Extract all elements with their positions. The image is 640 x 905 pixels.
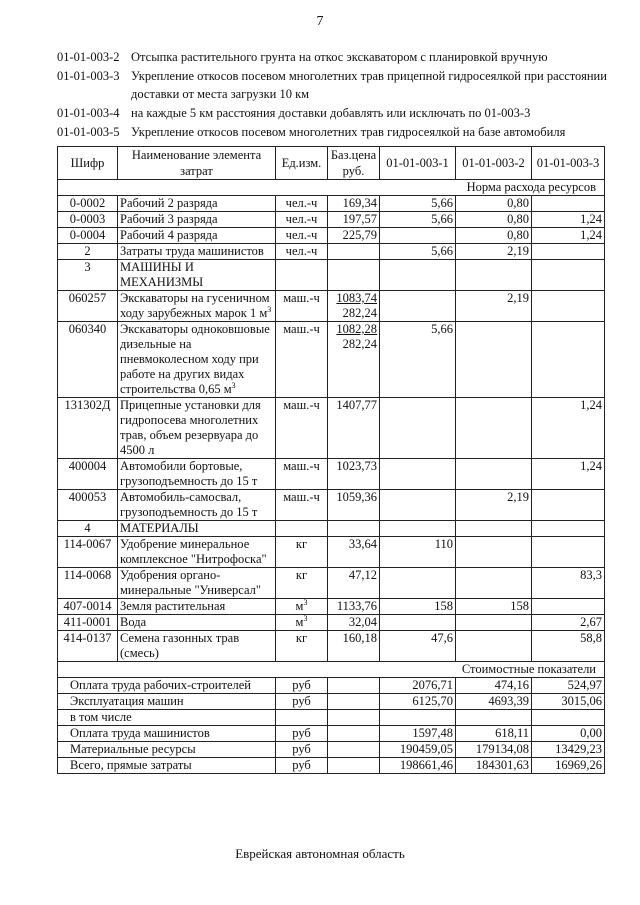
cell-price (328, 244, 380, 260)
cell-name-text: Прицепные установки для гидропосева многолетних трав, объем резервуара до 4500 л (120, 398, 261, 457)
code-text: Отсыпка растительного грунта на откос экскаватором с планировкой вручную (131, 50, 548, 64)
cell-norm-1: 5,66 (380, 212, 456, 228)
cell-price-main: 1023,73 (336, 459, 377, 473)
page-number: 7 (316, 14, 324, 29)
cell-cipher: 060340 (58, 322, 118, 398)
summary-value-3: 3015,06 (532, 694, 605, 710)
cell-norm-2 (456, 322, 532, 398)
cell-name-text: Удобрения органо-минеральные "Универсал" (120, 568, 262, 597)
cell-unit-text: кг (295, 631, 308, 645)
code-text: на каждые 5 км расстояния доставки добавлять или исключать по 01-003-3 (131, 106, 531, 120)
labor-row (58, 228, 605, 244)
material-row (58, 568, 605, 599)
cell-cipher: 411-0001 (58, 615, 118, 631)
cell-norm-3 (532, 490, 605, 521)
cell-name-text: Автомобили бортовые, грузоподъемность до 15 т (120, 459, 258, 488)
summary-unit: руб (276, 758, 328, 774)
cell-norm-3: 1,24 (532, 212, 605, 228)
cell-norm-1: 110 (380, 537, 456, 568)
summary-value-1 (380, 710, 456, 726)
cell-cipher: 131302Д (58, 398, 118, 459)
code-row (57, 48, 617, 66)
cell-price (328, 537, 380, 568)
cell-name (118, 322, 276, 398)
summary-unit: руб (276, 726, 328, 742)
cell-norm-3: 1,24 (532, 459, 605, 490)
cell-cipher: 060257 (58, 291, 118, 322)
cell-unit (276, 196, 328, 212)
empty-cell (328, 678, 380, 694)
cell-name-text: Удобрение минеральное комплексное "Нитрофоска" (120, 537, 267, 566)
code-text: Укрепление откосов посевом многолетних трав прицепной гидросеялкой при расстоянии доставки от места загрузки 10 км (131, 69, 607, 101)
cell-price (328, 490, 380, 521)
cell-norm-2 (456, 537, 532, 568)
code-row (57, 104, 617, 122)
cell-price (328, 631, 380, 662)
empty-cell (328, 694, 380, 710)
empty-cell (328, 710, 380, 726)
header-unit: Ед.изм. (276, 147, 328, 180)
cell-name (118, 244, 276, 260)
cell-norm-3: 1,24 (532, 398, 605, 459)
summary-value-2: 618,11 (456, 726, 532, 742)
cell-norm-1 (380, 615, 456, 631)
cell-cipher: 400053 (58, 490, 118, 521)
cell-cipher: 114-0068 (58, 568, 118, 599)
cell-cipher: 407-0014 (58, 599, 118, 615)
summary-row (58, 742, 605, 758)
cell-norm-2 (456, 568, 532, 599)
summary-value-1: 2076,71 (380, 678, 456, 694)
cell-name-sup: 3 (267, 304, 272, 314)
labor-row (58, 212, 605, 228)
code-id: 01-01-003-2 (57, 50, 120, 64)
cell-unit-text: маш.-ч (283, 459, 320, 473)
cell-name-text: Рабочий 3 разряда (120, 212, 218, 226)
cell-norm-3: 83,3 (532, 568, 605, 599)
resource-table (57, 146, 605, 774)
cell-norm-1: 5,66 (380, 196, 456, 212)
cell-name (118, 291, 276, 322)
cell-cipher: 400004 (58, 459, 118, 490)
machine-row (58, 398, 605, 459)
labor-row (58, 196, 605, 212)
summary-value-2: 184301,63 (456, 758, 532, 774)
empty-cell (456, 260, 532, 291)
summary-row (58, 694, 605, 710)
cell-norm-2 (456, 459, 532, 490)
cell-cipher: 0-0004 (58, 228, 118, 244)
cell-unit-sup: 3 (303, 597, 308, 607)
cell-price (328, 398, 380, 459)
header-base-price: Баз.цена руб. (328, 147, 380, 180)
cell-cipher: 2 (58, 244, 118, 260)
cell-norm-1: 47,6 (380, 631, 456, 662)
machine-row (58, 490, 605, 521)
cell-price (328, 459, 380, 490)
cell-norm-2: 158 (456, 599, 532, 615)
cell-name (118, 537, 276, 568)
cell-price-main: 1083,74 (336, 291, 377, 305)
cell-name-text: Автомобиль-самосвал, грузоподъемность до 15 т (120, 490, 258, 519)
header-col1: 01-01-003-1 (380, 147, 456, 180)
machines-section-row (58, 260, 605, 291)
cell-price-main: 169,34 (342, 196, 377, 210)
summary-value-1: 198661,46 (380, 758, 456, 774)
material-row (58, 615, 605, 631)
code-row (57, 123, 617, 141)
cell-unit-text: маш.-ч (283, 291, 320, 305)
machine-row (58, 291, 605, 322)
section-title: МАТЕРИАЛЫ (118, 521, 276, 537)
summary-value-1: 1597,48 (380, 726, 456, 742)
cell-price (328, 322, 380, 398)
cell-name (118, 228, 276, 244)
cell-unit (276, 322, 328, 398)
code-descriptions (57, 48, 617, 142)
cell-unit-text: маш.-ч (283, 398, 320, 412)
material-row (58, 537, 605, 568)
empty-cell (276, 521, 328, 537)
summary-value-2: 4693,39 (456, 694, 532, 710)
cell-unit-text: кг (295, 568, 308, 582)
summary-value-3: 524,97 (532, 678, 605, 694)
header-col3: 01-01-003-3 (532, 147, 605, 180)
cell-norm-3 (532, 537, 605, 568)
cell-norm-3: 2,67 (532, 615, 605, 631)
summary-row (58, 710, 605, 726)
summary-value-2 (456, 710, 532, 726)
cell-unit (276, 631, 328, 662)
cell-norm-1 (380, 568, 456, 599)
empty-cell (380, 521, 456, 537)
summary-value-2: 474,16 (456, 678, 532, 694)
cell-norm-2 (456, 631, 532, 662)
cell-price (328, 568, 380, 599)
summary-value-3: 13429,23 (532, 742, 605, 758)
cell-price-main: 33,64 (348, 537, 377, 551)
cell-name-text: Экскаваторы на гусеничном ходу зарубежных марок 1 м (120, 291, 270, 320)
summary-value-3: 0,00 (532, 726, 605, 742)
header-col2: 01-01-003-2 (456, 147, 532, 180)
cell-norm-3: 58,8 (532, 631, 605, 662)
summary-value-2: 179134,08 (456, 742, 532, 758)
cell-name (118, 196, 276, 212)
cell-unit-text: чел.-ч (285, 228, 318, 242)
cell-norm-3 (532, 291, 605, 322)
empty-cell (380, 260, 456, 291)
cell-unit (276, 537, 328, 568)
cell-unit-text: кг (295, 537, 308, 551)
cell-name-text: Экскаваторы одноковшовые дизельные на пневмоколесном ходу при работе на других видах строительства 0,65 м (120, 322, 270, 396)
cell-norm-2: 0,80 (456, 212, 532, 228)
cell-norm-2: 0,80 (456, 228, 532, 244)
operator-row (58, 244, 605, 260)
cell-cipher: 0-0003 (58, 212, 118, 228)
machine-row (58, 322, 605, 398)
cell-name (118, 459, 276, 490)
summary-unit (276, 710, 328, 726)
cell-name (118, 631, 276, 662)
cell-norm-1 (380, 228, 456, 244)
empty-cell (456, 521, 532, 537)
cell-unit (276, 568, 328, 599)
summary-value-3: 16969,26 (532, 758, 605, 774)
header-cipher: Шифр (58, 147, 118, 180)
cell-norm-1 (380, 490, 456, 521)
cell-unit (276, 228, 328, 244)
region-footer: Еврейская автономная область (235, 846, 405, 861)
cell-price-main: 47,12 (348, 568, 377, 582)
cell-norm-2: 2,19 (456, 244, 532, 260)
cell-norm-2 (456, 615, 532, 631)
cell-price-main: 1082,28 (336, 322, 377, 336)
code-id: 01-01-003-5 (57, 125, 120, 139)
cell-price (328, 291, 380, 322)
cell-name-text: Земля растительная (120, 599, 226, 613)
cell-name-text: Рабочий 4 разряда (120, 228, 218, 242)
cell-name (118, 615, 276, 631)
cell-price (328, 212, 380, 228)
cell-norm-1 (380, 291, 456, 322)
cell-name-text: Вода (120, 615, 147, 629)
cell-price-main: 1059,36 (336, 490, 377, 504)
section-number: 3 (58, 260, 118, 291)
cell-price-main: 32,04 (348, 615, 377, 629)
code-row (57, 67, 617, 103)
cell-name-text: Рабочий 2 разряда (120, 196, 218, 210)
empty-cell (532, 260, 605, 291)
summary-name: Оплата труда машинистов (58, 726, 276, 742)
empty-cell (276, 260, 328, 291)
cell-unit (276, 615, 328, 631)
summary-unit: руб (276, 694, 328, 710)
cell-norm-1 (380, 398, 456, 459)
cell-unit-text: чел.-ч (285, 196, 318, 210)
cell-cipher: 414-0137 (58, 631, 118, 662)
cell-price (328, 599, 380, 615)
cell-norm-1: 5,66 (380, 322, 456, 398)
cell-norm-3 (532, 244, 605, 260)
cell-cipher: 114-0067 (58, 537, 118, 568)
cell-unit (276, 398, 328, 459)
cell-unit-text: маш.-ч (283, 490, 320, 504)
norm-label: Норма расхода ресурсов (58, 180, 605, 196)
summary-row (58, 726, 605, 742)
cell-norm-3: 1,24 (532, 228, 605, 244)
empty-cell (328, 726, 380, 742)
cell-unit-text: маш.-ч (283, 322, 320, 336)
summary-unit: руб (276, 678, 328, 694)
cell-unit-text: м (295, 599, 304, 613)
cell-unit (276, 212, 328, 228)
cell-name-text: Затраты труда машинистов (120, 244, 264, 258)
cell-norm-3 (532, 322, 605, 398)
cell-price-main: 197,57 (342, 212, 377, 226)
cell-norm-3 (532, 599, 605, 615)
cell-price (328, 228, 380, 244)
materials-section-row (58, 521, 605, 537)
section-number: 4 (58, 521, 118, 537)
cell-price-main: 225,79 (342, 228, 377, 242)
cell-price-main: 160,18 (342, 631, 377, 645)
cell-price-operator: 282,24 (342, 337, 377, 351)
cell-price-operator: 282,24 (342, 306, 377, 320)
cell-norm-2: 2,19 (456, 291, 532, 322)
summary-name: Материальные ресурсы (58, 742, 276, 758)
cell-norm-1: 5,66 (380, 244, 456, 260)
empty-cell (532, 521, 605, 537)
cost-label: Стоимостные показатели (58, 662, 605, 678)
table-header-row (58, 147, 605, 180)
cell-price-main: 1133,76 (336, 599, 377, 613)
cell-norm-1 (380, 459, 456, 490)
section-title: МАШИНЫ И МЕХАНИЗМЫ (118, 260, 276, 291)
summary-name: Эксплуатация машин (58, 694, 276, 710)
cell-price (328, 615, 380, 631)
cell-name (118, 568, 276, 599)
empty-cell (328, 260, 380, 291)
summary-name: Всего, прямые затраты (58, 758, 276, 774)
cell-unit (276, 244, 328, 260)
cell-name (118, 599, 276, 615)
cell-name-text: Семена газонных трав (смесь) (120, 631, 240, 660)
cell-norm-2 (456, 398, 532, 459)
cell-price-main: 1407,77 (336, 398, 377, 412)
cell-unit-text: м (295, 615, 304, 629)
summary-value-3 (532, 710, 605, 726)
summary-value-1: 190459,05 (380, 742, 456, 758)
material-row (58, 631, 605, 662)
summary-row (58, 758, 605, 774)
summary-name: Оплата труда рабочих-строителей (58, 678, 276, 694)
summary-name: в том числе (58, 710, 276, 726)
summary-row (58, 678, 605, 694)
empty-cell (328, 742, 380, 758)
empty-cell (328, 758, 380, 774)
summary-value-1: 6125,70 (380, 694, 456, 710)
material-row (58, 599, 605, 615)
cell-price (328, 196, 380, 212)
cell-unit (276, 459, 328, 490)
cell-unit-text: чел.-ч (285, 212, 318, 226)
cell-unit-sup: 3 (303, 613, 308, 623)
machine-row (58, 459, 605, 490)
cell-unit-text: чел.-ч (285, 244, 318, 258)
cell-name (118, 212, 276, 228)
cell-unit (276, 599, 328, 615)
cell-name (118, 490, 276, 521)
header-name: Наименование элемента затрат (118, 147, 276, 180)
cell-norm-3 (532, 196, 605, 212)
cell-norm-2: 0,80 (456, 196, 532, 212)
cell-unit (276, 291, 328, 322)
code-id: 01-01-003-3 (57, 69, 120, 83)
code-text: Укрепление откосов посевом многолетних трав гидросеялкой на базе автомобиля (131, 125, 566, 139)
norm-label-row (58, 180, 605, 196)
cell-name (118, 398, 276, 459)
cell-name-sup: 3 (231, 380, 236, 390)
code-id: 01-01-003-4 (57, 106, 120, 120)
cost-label-row (58, 662, 605, 678)
summary-unit: руб (276, 742, 328, 758)
empty-cell (328, 521, 380, 537)
cell-unit (276, 490, 328, 521)
cell-norm-2: 2,19 (456, 490, 532, 521)
cell-cipher: 0-0002 (58, 196, 118, 212)
cell-norm-1: 158 (380, 599, 456, 615)
